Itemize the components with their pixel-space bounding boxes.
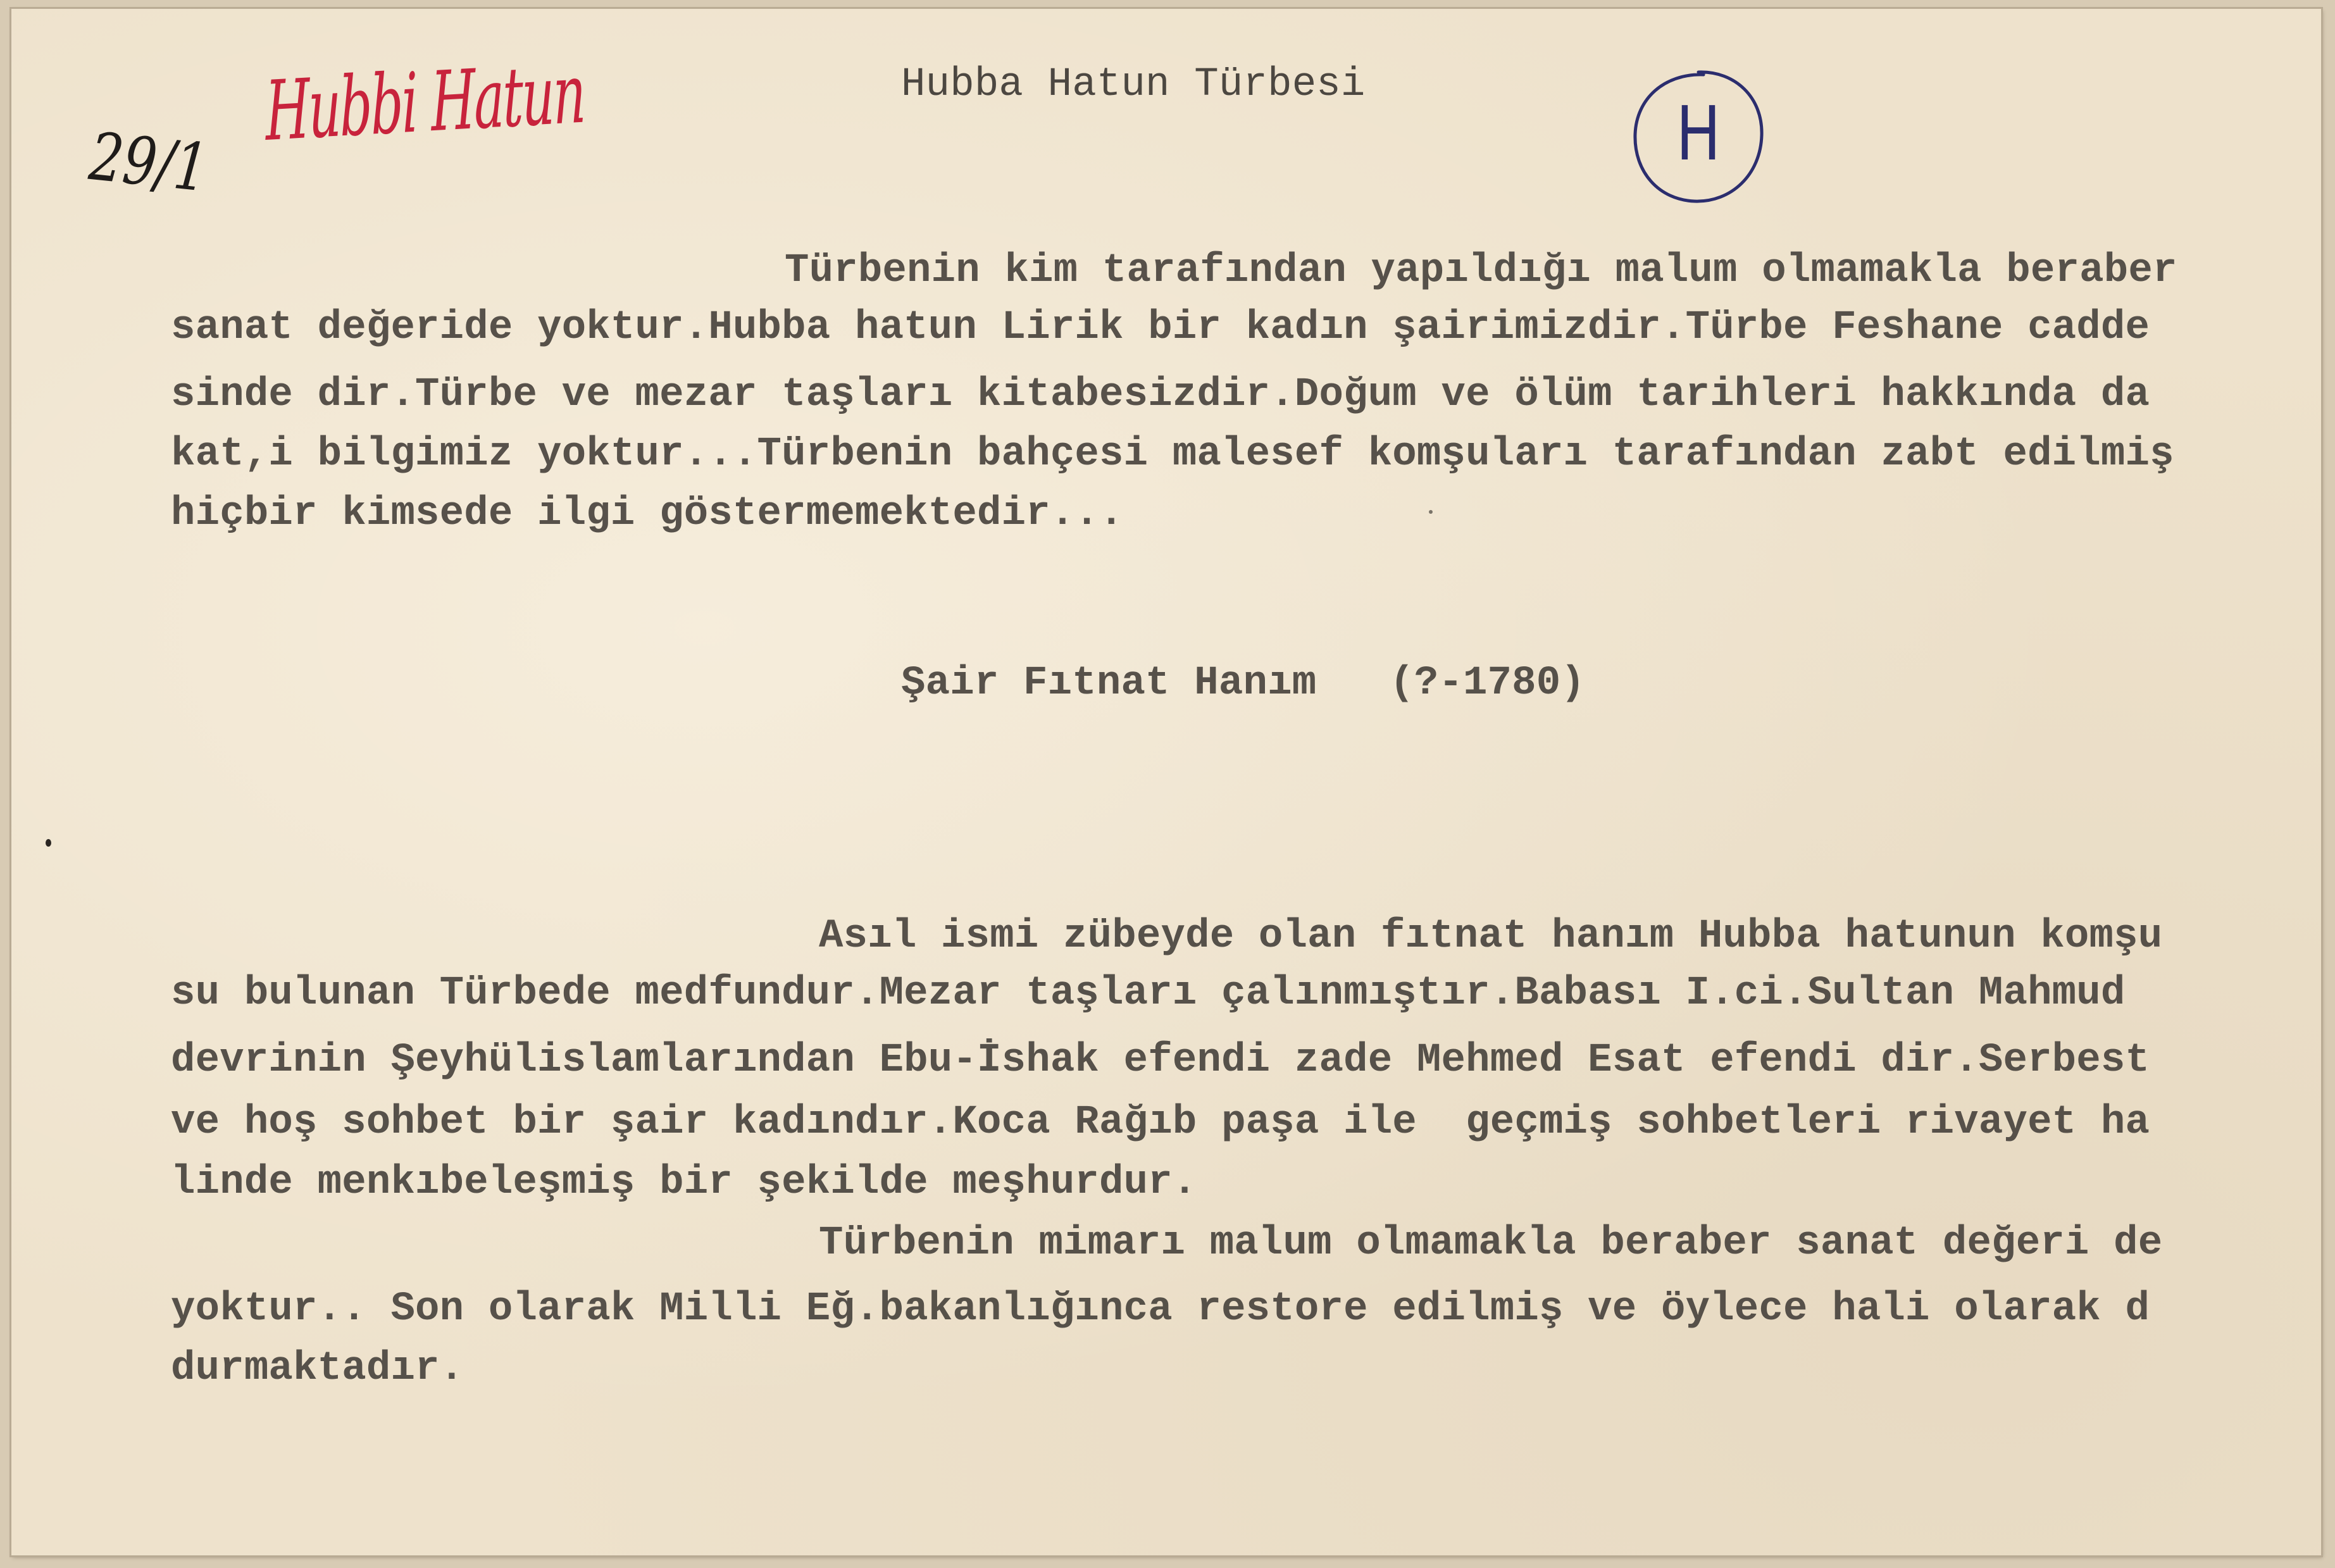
paragraph-1-line-5: hiçbir kimsede ilgi göstermemektedir... bbox=[171, 491, 1124, 537]
paragraph-2-line-8: durmaktadır. bbox=[171, 1346, 464, 1391]
paragraph-2-line-7: yoktur.. Son olarak Milli Eğ.bakanlığınca restore edilmiş ve öylece hali olarak d bbox=[171, 1286, 2150, 1332]
paragraph-2-line-4: ve hoş sohbet bir şair kadındır.Koca Rağıb paşa ile geçmiş sohbetleri rivayet ha bbox=[171, 1100, 2150, 1145]
paragraph-2-line-1: Asıl ismi zübeyde olan fıtnat hanım Hubba hatunun komşu bbox=[819, 914, 2163, 959]
paragraph-1-line-1: Türbenin kim tarafından yapıldığı malum olmamakla beraber bbox=[785, 248, 2177, 294]
paragraph-1-line-2: sanat değeride yoktur.Hubba hatun Lirik bir kadın şairimizdir.Türbe Feshane cadde bbox=[171, 305, 2150, 351]
paragraph-2-line-6: Türbenin mimarı malum olmamakla beraber sanat değeri de bbox=[819, 1221, 2163, 1266]
paragraph-1-line-4: kat,i bilgimiz yoktur...Türbenin bahçesi malesef komşuları tarafından zabt edilmiş bbox=[171, 432, 2174, 477]
stray-ink-dot bbox=[1429, 510, 1433, 514]
stray-ink-dot bbox=[46, 839, 51, 847]
circled-letter: H bbox=[1676, 90, 1721, 177]
section-heading: Şair Fıtnat Hanım (?-1780) bbox=[901, 661, 1585, 706]
document-title: Hubba Hatun Türbesi bbox=[901, 62, 1366, 108]
circled-letter-mark bbox=[1629, 67, 1768, 206]
handwritten-red-note: Hubbi Hatun bbox=[264, 45, 585, 159]
paragraph-2-line-2: su bulunan Türbede medfundur.Mezar taşları çalınmıştır.Babası I.ci.Sultan Mahmud bbox=[171, 971, 2126, 1016]
document-card bbox=[11, 9, 2321, 1555]
handwritten-date: 29/1 bbox=[85, 118, 212, 207]
paragraph-2-line-5: linde menkıbeleşmiş bir şekilde meşhurdur. bbox=[171, 1160, 1197, 1205]
paragraph-2-line-3: devrinin Şeyhülislamlarından Ebu-İshak efendi zade Mehmed Esat efendi dir.Serbest bbox=[171, 1038, 2150, 1083]
paragraph-1-line-3: sinde dir.Türbe ve mezar taşları kitabesizdir.Doğum ve ölüm tarihleri hakkında da bbox=[171, 372, 2150, 418]
